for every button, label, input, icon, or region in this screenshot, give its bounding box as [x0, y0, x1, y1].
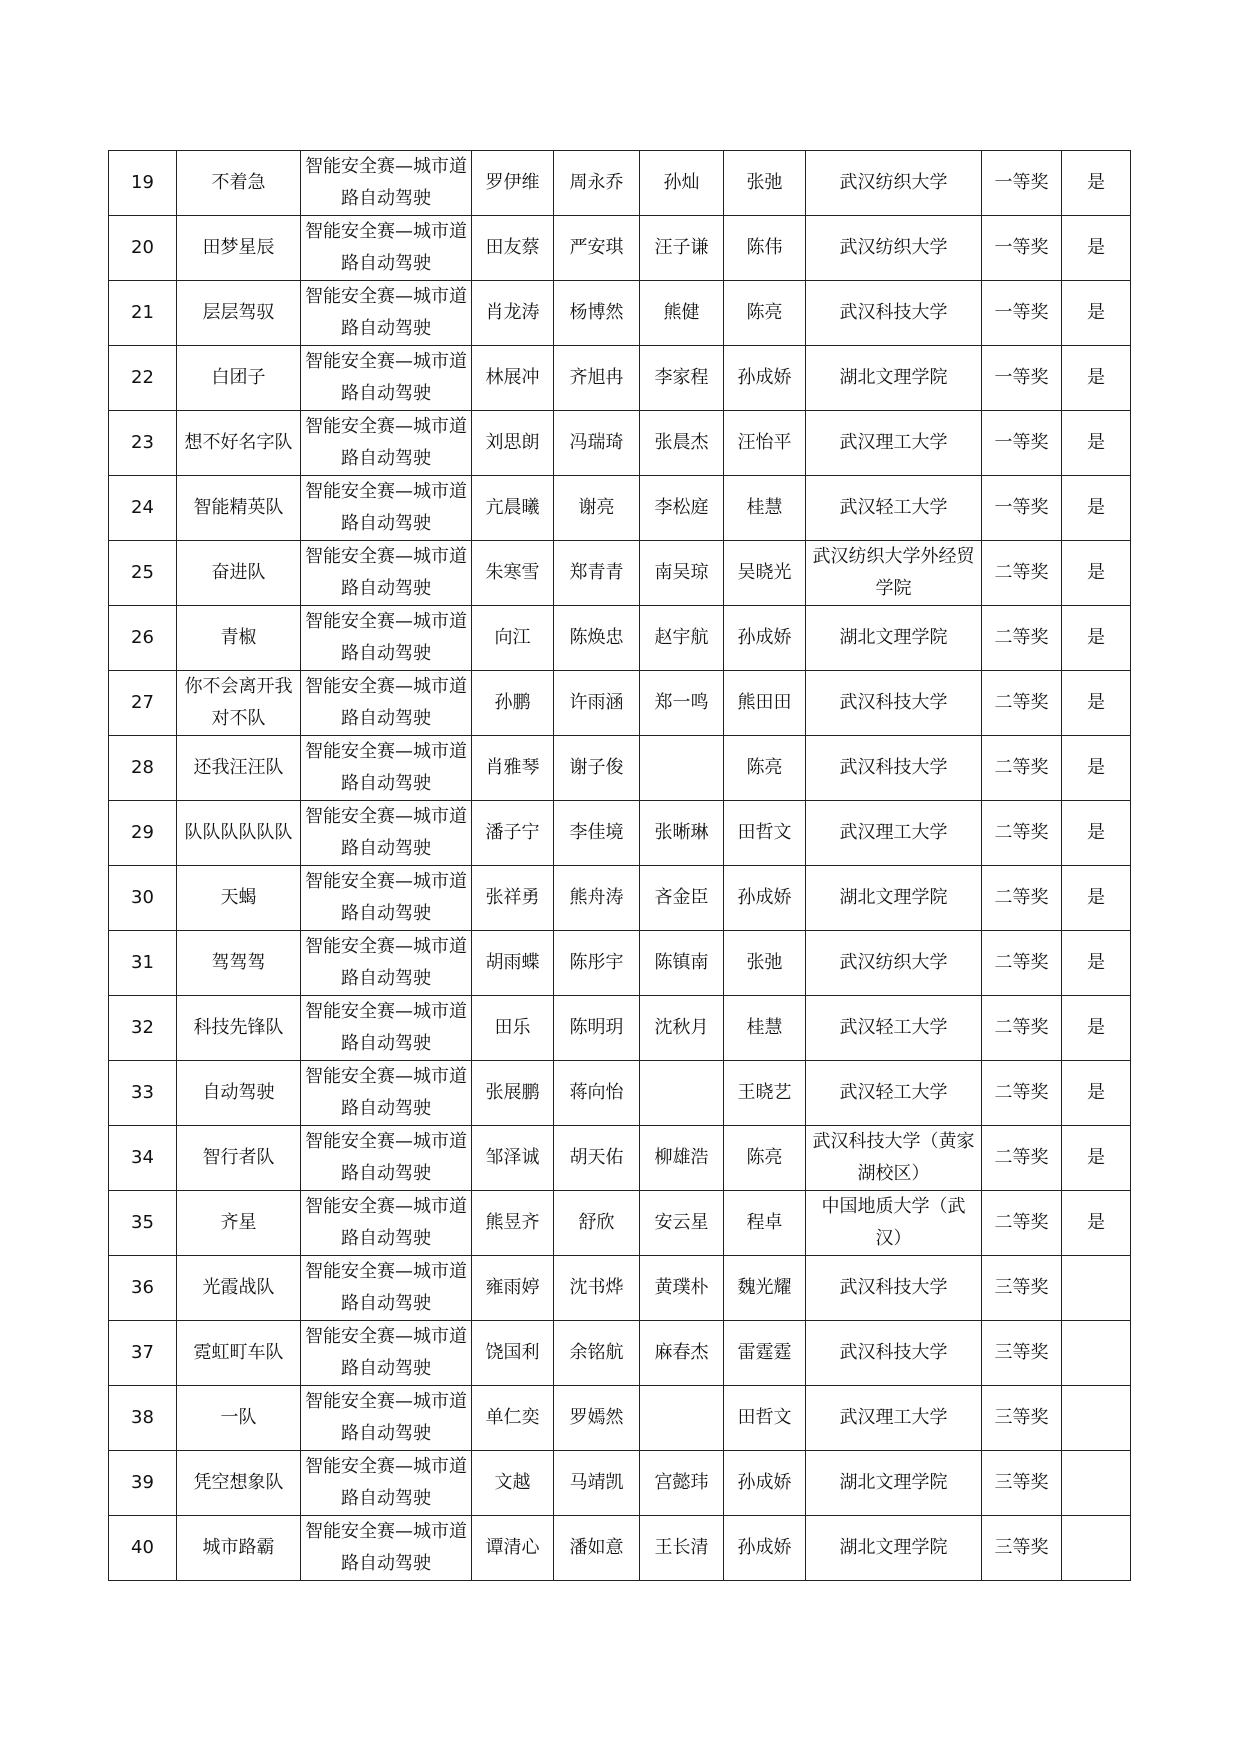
- cell-team-name: 队队队队队队: [177, 801, 301, 866]
- cell-number: 31: [109, 931, 177, 996]
- cell-competition-track: 智能安全赛—城市道路自动驾驶: [301, 1061, 472, 1126]
- cell-member-2: 沈书烨: [554, 1256, 640, 1321]
- cell-number: 27: [109, 671, 177, 736]
- cell-school: 武汉纺织大学外经贸学院: [806, 541, 982, 606]
- cell-member-1: 雍雨婷: [472, 1256, 554, 1321]
- cell-team-name: 不着急: [177, 151, 301, 216]
- cell-school: 湖北文理学院: [806, 1451, 982, 1516]
- cell-advisor: 桂慧: [724, 476, 806, 541]
- cell-member-1: 饶国利: [472, 1321, 554, 1386]
- cell-team-name: 田梦星辰: [177, 216, 301, 281]
- table-row: [109, 736, 1131, 801]
- cell-member-2: 李佳境: [554, 801, 640, 866]
- cell-award: 二等奖: [982, 736, 1062, 801]
- cell-member-2: 杨博然: [554, 281, 640, 346]
- cell-member-2: 余铭航: [554, 1321, 640, 1386]
- cell-competition-track: 智能安全赛—城市道路自动驾驶: [301, 346, 472, 411]
- cell-team-name: 光霞战队: [177, 1256, 301, 1321]
- cell-member-2: 蒋向怡: [554, 1061, 640, 1126]
- cell-school: 武汉科技大学: [806, 281, 982, 346]
- table-row: [109, 411, 1131, 476]
- cell-number: 20: [109, 216, 177, 281]
- cell-school: 武汉科技大学: [806, 736, 982, 801]
- cell-competition-track: 智能安全赛—城市道路自动驾驶: [301, 1386, 472, 1451]
- cell-school: 武汉理工大学: [806, 1386, 982, 1451]
- cell-competition-track: 智能安全赛—城市道路自动驾驶: [301, 541, 472, 606]
- table-row: [109, 671, 1131, 736]
- cell-qualified: 是: [1062, 996, 1131, 1061]
- table-row: [109, 1321, 1131, 1386]
- cell-member-3: 张晰琳: [640, 801, 724, 866]
- cell-advisor: 孙成娇: [724, 866, 806, 931]
- table-body: [109, 151, 1131, 1581]
- cell-competition-track: 智能安全赛—城市道路自动驾驶: [301, 151, 472, 216]
- cell-member-3: 孙灿: [640, 151, 724, 216]
- cell-team-name: 你不会离开我对不队: [177, 671, 301, 736]
- cell-team-name: 白团子: [177, 346, 301, 411]
- cell-advisor: 吴晓光: [724, 541, 806, 606]
- cell-award: 二等奖: [982, 1061, 1062, 1126]
- cell-advisor: 桂慧: [724, 996, 806, 1061]
- cell-award: 二等奖: [982, 996, 1062, 1061]
- cell-number: 33: [109, 1061, 177, 1126]
- cell-member-2: 熊舟涛: [554, 866, 640, 931]
- cell-school: 武汉科技大学: [806, 671, 982, 736]
- cell-number: 35: [109, 1191, 177, 1256]
- cell-school: 武汉轻工大学: [806, 996, 982, 1061]
- cell-member-1: 肖雅琴: [472, 736, 554, 801]
- cell-number: 24: [109, 476, 177, 541]
- cell-member-1: 田友蔡: [472, 216, 554, 281]
- table-row: [109, 1386, 1131, 1451]
- cell-member-2: 罗嫣然: [554, 1386, 640, 1451]
- cell-competition-track: 智能安全赛—城市道路自动驾驶: [301, 1516, 472, 1581]
- table-row: [109, 541, 1131, 606]
- cell-number: 25: [109, 541, 177, 606]
- table-row: [109, 1516, 1131, 1581]
- cell-school: 武汉科技大学: [806, 1256, 982, 1321]
- cell-award: 二等奖: [982, 541, 1062, 606]
- cell-member-1: 文越: [472, 1451, 554, 1516]
- cell-member-2: 谢子俊: [554, 736, 640, 801]
- cell-competition-track: 智能安全赛—城市道路自动驾驶: [301, 931, 472, 996]
- cell-qualified: 是: [1062, 346, 1131, 411]
- cell-member-2: 郑青青: [554, 541, 640, 606]
- cell-member-3: 安云星: [640, 1191, 724, 1256]
- table-row: [109, 476, 1131, 541]
- cell-qualified: 是: [1062, 1191, 1131, 1256]
- cell-member-3: 沈秋月: [640, 996, 724, 1061]
- cell-school: 武汉理工大学: [806, 411, 982, 476]
- cell-award: 一等奖: [982, 216, 1062, 281]
- cell-award: 三等奖: [982, 1386, 1062, 1451]
- cell-member-2: 陈明玥: [554, 996, 640, 1061]
- cell-member-3: [640, 1386, 724, 1451]
- cell-member-3: 陈镇南: [640, 931, 724, 996]
- cell-number: 29: [109, 801, 177, 866]
- cell-advisor: 汪怡平: [724, 411, 806, 476]
- cell-advisor: 王晓艺: [724, 1061, 806, 1126]
- cell-number: 39: [109, 1451, 177, 1516]
- cell-member-1: 谭清心: [472, 1516, 554, 1581]
- cell-advisor: 雷霆霆: [724, 1321, 806, 1386]
- table-row: [109, 1191, 1131, 1256]
- cell-member-2: 陈焕忠: [554, 606, 640, 671]
- cell-award: 二等奖: [982, 866, 1062, 931]
- cell-competition-track: 智能安全赛—城市道路自动驾驶: [301, 281, 472, 346]
- cell-advisor: 陈亮: [724, 736, 806, 801]
- cell-member-3: 黄璞朴: [640, 1256, 724, 1321]
- cell-qualified: 是: [1062, 931, 1131, 996]
- cell-advisor: 张弛: [724, 151, 806, 216]
- cell-competition-track: 智能安全赛—城市道路自动驾驶: [301, 736, 472, 801]
- cell-member-1: 向江: [472, 606, 554, 671]
- table-row: [109, 996, 1131, 1061]
- cell-award: 一等奖: [982, 346, 1062, 411]
- cell-team-name: 层层驾驭: [177, 281, 301, 346]
- cell-member-3: 郑一鸣: [640, 671, 724, 736]
- table-row: [109, 1451, 1131, 1516]
- cell-number: 21: [109, 281, 177, 346]
- cell-member-3: 南吴琼: [640, 541, 724, 606]
- cell-number: 30: [109, 866, 177, 931]
- cell-award: 一等奖: [982, 476, 1062, 541]
- cell-advisor: 孙成娇: [724, 606, 806, 671]
- cell-team-name: 驾驾驾: [177, 931, 301, 996]
- cell-school: 湖北文理学院: [806, 1516, 982, 1581]
- cell-school: 中国地质大学（武汉）: [806, 1191, 982, 1256]
- cell-competition-track: 智能安全赛—城市道路自动驾驶: [301, 606, 472, 671]
- cell-qualified: [1062, 1321, 1131, 1386]
- cell-advisor: 陈亮: [724, 1126, 806, 1191]
- cell-team-name: 奋进队: [177, 541, 301, 606]
- cell-member-1: 亢晨曦: [472, 476, 554, 541]
- cell-advisor: 程卓: [724, 1191, 806, 1256]
- cell-qualified: 是: [1062, 736, 1131, 801]
- cell-team-name: 凭空想象队: [177, 1451, 301, 1516]
- cell-award: 二等奖: [982, 1126, 1062, 1191]
- cell-member-2: 周永乔: [554, 151, 640, 216]
- cell-advisor: 陈伟: [724, 216, 806, 281]
- cell-qualified: 是: [1062, 1061, 1131, 1126]
- cell-award: 一等奖: [982, 151, 1062, 216]
- cell-school: 武汉纺织大学: [806, 151, 982, 216]
- cell-qualified: [1062, 1516, 1131, 1581]
- cell-school: 武汉科技大学（黄家湖校区）: [806, 1126, 982, 1191]
- cell-member-2: 马靖凯: [554, 1451, 640, 1516]
- cell-competition-track: 智能安全赛—城市道路自动驾驶: [301, 1126, 472, 1191]
- table-row: [109, 281, 1131, 346]
- cell-number: 26: [109, 606, 177, 671]
- table-row: [109, 1061, 1131, 1126]
- cell-school: 湖北文理学院: [806, 606, 982, 671]
- table-row: [109, 931, 1131, 996]
- cell-member-3: 麻春杰: [640, 1321, 724, 1386]
- cell-qualified: 是: [1062, 1126, 1131, 1191]
- cell-competition-track: 智能安全赛—城市道路自动驾驶: [301, 866, 472, 931]
- cell-team-name: 智行者队: [177, 1126, 301, 1191]
- cell-award: 三等奖: [982, 1321, 1062, 1386]
- table-row: [109, 346, 1131, 411]
- cell-member-3: 吝金臣: [640, 866, 724, 931]
- cell-number: 28: [109, 736, 177, 801]
- cell-award: 二等奖: [982, 671, 1062, 736]
- cell-award: 一等奖: [982, 411, 1062, 476]
- cell-competition-track: 智能安全赛—城市道路自动驾驶: [301, 996, 472, 1061]
- cell-qualified: 是: [1062, 151, 1131, 216]
- cell-member-1: 孙鹏: [472, 671, 554, 736]
- cell-team-name: 天蝎: [177, 866, 301, 931]
- cell-number: 36: [109, 1256, 177, 1321]
- cell-team-name: 想不好名字队: [177, 411, 301, 476]
- cell-member-2: 许雨涵: [554, 671, 640, 736]
- cell-school: 湖北文理学院: [806, 866, 982, 931]
- cell-team-name: 还我汪汪队: [177, 736, 301, 801]
- cell-member-2: 舒欣: [554, 1191, 640, 1256]
- cell-competition-track: 智能安全赛—城市道路自动驾驶: [301, 1321, 472, 1386]
- cell-member-1: 田乐: [472, 996, 554, 1061]
- cell-competition-track: 智能安全赛—城市道路自动驾驶: [301, 476, 472, 541]
- cell-qualified: 是: [1062, 216, 1131, 281]
- cell-member-1: 林展冲: [472, 346, 554, 411]
- table-row: [109, 216, 1131, 281]
- cell-competition-track: 智能安全赛—城市道路自动驾驶: [301, 1451, 472, 1516]
- cell-qualified: 是: [1062, 671, 1131, 736]
- cell-member-3: 柳雄浩: [640, 1126, 724, 1191]
- cell-member-2: 胡天佑: [554, 1126, 640, 1191]
- cell-competition-track: 智能安全赛—城市道路自动驾驶: [301, 671, 472, 736]
- cell-member-3: 张晨杰: [640, 411, 724, 476]
- cell-award: 二等奖: [982, 1191, 1062, 1256]
- cell-number: 32: [109, 996, 177, 1061]
- cell-qualified: 是: [1062, 411, 1131, 476]
- cell-member-1: 邹泽诚: [472, 1126, 554, 1191]
- cell-member-1: 罗伊维: [472, 151, 554, 216]
- cell-competition-track: 智能安全赛—城市道路自动驾驶: [301, 801, 472, 866]
- cell-team-name: 自动驾驶: [177, 1061, 301, 1126]
- cell-school: 武汉纺织大学: [806, 216, 982, 281]
- cell-member-1: 潘子宁: [472, 801, 554, 866]
- cell-member-2: 齐旭冉: [554, 346, 640, 411]
- cell-member-3: 李松庭: [640, 476, 724, 541]
- cell-member-2: 严安琪: [554, 216, 640, 281]
- cell-member-3: [640, 736, 724, 801]
- cell-member-3: [640, 1061, 724, 1126]
- cell-advisor: 魏光耀: [724, 1256, 806, 1321]
- cell-team-name: 霓虹町车队: [177, 1321, 301, 1386]
- cell-school: 湖北文理学院: [806, 346, 982, 411]
- table-row: [109, 1256, 1131, 1321]
- cell-member-1: 单仁奕: [472, 1386, 554, 1451]
- cell-qualified: [1062, 1256, 1131, 1321]
- cell-qualified: 是: [1062, 606, 1131, 671]
- cell-competition-track: 智能安全赛—城市道路自动驾驶: [301, 1191, 472, 1256]
- cell-qualified: 是: [1062, 801, 1131, 866]
- cell-school: 武汉纺织大学: [806, 931, 982, 996]
- cell-member-1: 刘思朗: [472, 411, 554, 476]
- cell-member-1: 胡雨蝶: [472, 931, 554, 996]
- cell-award: 二等奖: [982, 931, 1062, 996]
- cell-school: 武汉理工大学: [806, 801, 982, 866]
- cell-advisor: 陈亮: [724, 281, 806, 346]
- cell-award: 二等奖: [982, 606, 1062, 671]
- cell-number: 19: [109, 151, 177, 216]
- cell-school: 武汉轻工大学: [806, 1061, 982, 1126]
- cell-award: 三等奖: [982, 1256, 1062, 1321]
- cell-member-3: 汪子谦: [640, 216, 724, 281]
- cell-advisor: 孙成娇: [724, 1451, 806, 1516]
- cell-award: 二等奖: [982, 801, 1062, 866]
- cell-member-2: 潘如意: [554, 1516, 640, 1581]
- cell-member-2: 冯瑞琦: [554, 411, 640, 476]
- cell-number: 22: [109, 346, 177, 411]
- table-row: [109, 866, 1131, 931]
- cell-award: 三等奖: [982, 1516, 1062, 1581]
- cell-number: 40: [109, 1516, 177, 1581]
- cell-advisor: 熊田田: [724, 671, 806, 736]
- cell-advisor: 孙成娇: [724, 1516, 806, 1581]
- cell-team-name: 齐星: [177, 1191, 301, 1256]
- cell-qualified: [1062, 1386, 1131, 1451]
- cell-team-name: 一队: [177, 1386, 301, 1451]
- cell-number: 37: [109, 1321, 177, 1386]
- cell-member-1: 熊昱齐: [472, 1191, 554, 1256]
- cell-member-1: 肖龙涛: [472, 281, 554, 346]
- cell-member-2: 陈彤宇: [554, 931, 640, 996]
- cell-qualified: [1062, 1451, 1131, 1516]
- cell-qualified: 是: [1062, 281, 1131, 346]
- cell-team-name: 科技先锋队: [177, 996, 301, 1061]
- cell-member-3: 赵宇航: [640, 606, 724, 671]
- cell-member-1: 张祥勇: [472, 866, 554, 931]
- cell-team-name: 城市路霸: [177, 1516, 301, 1581]
- cell-number: 23: [109, 411, 177, 476]
- cell-school: 武汉轻工大学: [806, 476, 982, 541]
- cell-qualified: 是: [1062, 476, 1131, 541]
- cell-competition-track: 智能安全赛—城市道路自动驾驶: [301, 1256, 472, 1321]
- cell-advisor: 田哲文: [724, 1386, 806, 1451]
- cell-member-3: 王长清: [640, 1516, 724, 1581]
- cell-member-3: 宫懿玮: [640, 1451, 724, 1516]
- cell-member-2: 谢亮: [554, 476, 640, 541]
- cell-advisor: 田哲文: [724, 801, 806, 866]
- cell-number: 38: [109, 1386, 177, 1451]
- cell-team-name: 青椒: [177, 606, 301, 671]
- cell-school: 武汉科技大学: [806, 1321, 982, 1386]
- cell-award: 三等奖: [982, 1451, 1062, 1516]
- cell-member-3: 李家程: [640, 346, 724, 411]
- cell-advisor: 孙成娇: [724, 346, 806, 411]
- cell-competition-track: 智能安全赛—城市道路自动驾驶: [301, 411, 472, 476]
- cell-competition-track: 智能安全赛—城市道路自动驾驶: [301, 216, 472, 281]
- table-row: [109, 151, 1131, 216]
- table-row: [109, 606, 1131, 671]
- awards-table: [108, 150, 1131, 1581]
- cell-member-3: 熊健: [640, 281, 724, 346]
- cell-qualified: 是: [1062, 541, 1131, 606]
- cell-member-1: 张展鹏: [472, 1061, 554, 1126]
- cell-member-1: 朱寒雪: [472, 541, 554, 606]
- cell-qualified: 是: [1062, 866, 1131, 931]
- cell-number: 34: [109, 1126, 177, 1191]
- cell-team-name: 智能精英队: [177, 476, 301, 541]
- table-row: [109, 1126, 1131, 1191]
- cell-advisor: 张弛: [724, 931, 806, 996]
- cell-award: 一等奖: [982, 281, 1062, 346]
- table-row: [109, 801, 1131, 866]
